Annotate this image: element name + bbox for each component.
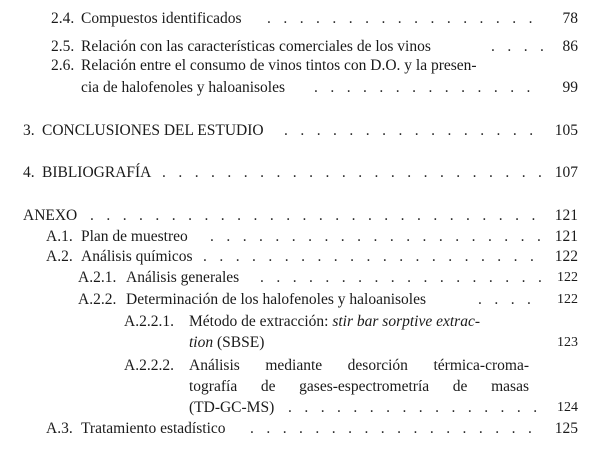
dot-leader [267, 9, 543, 29]
toc-page-number: 121 [554, 207, 578, 224]
toc-entry-3[interactable] [0, 121, 600, 141]
toc-entry-a-2-2-2-cont2[interactable] [0, 398, 600, 418]
toc-page-number: 86 [562, 38, 578, 55]
toc-number: A.2.2.1. [124, 313, 174, 330]
dot-leader [162, 163, 543, 183]
toc-number: A.1. [46, 228, 73, 245]
toc-title: Relación entre el consumo de vinos tintos con D.O. y la presen- [81, 57, 477, 74]
dot-leader [478, 290, 543, 310]
toc-title: tografía de gases-espectrometría de masas [189, 378, 529, 395]
toc-number: 2.4. [51, 10, 75, 27]
toc-title: Determinación de los halofenoles y haloanisoles [126, 291, 427, 308]
toc-title: CONCLUSIONES DEL ESTUDIO [42, 122, 264, 139]
toc-entry-2-6[interactable] [0, 56, 600, 76]
toc-number: A.2.2.2. [124, 357, 174, 374]
toc-number: 3. [23, 122, 35, 139]
toc-title: Relación con las características comerciales de los vinos [81, 38, 431, 55]
toc-page-number: 122 [554, 248, 578, 265]
toc-page-number: 107 [554, 164, 578, 181]
toc-title: Método de extracción: stir bar sorptive extrac- [189, 313, 480, 330]
toc-title: ANEXO [23, 207, 78, 224]
toc-title: tion (SBSE) [189, 334, 265, 351]
toc-entry-a-3[interactable] [0, 419, 600, 439]
toc-page-number: 125 [554, 420, 578, 437]
toc-title: Compuestos identificados [81, 10, 242, 27]
toc-page-number: 122 [557, 292, 578, 307]
toc-entry-a-2[interactable] [0, 247, 600, 267]
toc-number: A.2. [46, 248, 73, 265]
toc-entry-anexo[interactable] [0, 206, 600, 226]
toc-page-number: 121 [554, 228, 578, 245]
toc-entry-2-5[interactable] [0, 37, 600, 57]
toc-title: Plan de muestreo [81, 228, 188, 245]
toc-title: Análisis generales [126, 269, 240, 286]
dot-leader [491, 37, 543, 57]
dot-leader [260, 268, 543, 288]
dot-leader [250, 419, 543, 439]
toc-title: Análisis mediante desorción térmica-croma- [189, 357, 529, 374]
toc-number: 2.5. [51, 38, 75, 55]
dot-leader [203, 247, 543, 267]
toc-title: Tratamiento estadístico [81, 420, 226, 437]
toc-entry-a-2-2-1[interactable] [0, 312, 600, 332]
dot-leader [90, 206, 543, 226]
toc-title: cia de halofenoles y haloanisoles [81, 79, 286, 96]
toc-entry-a-1[interactable] [0, 227, 600, 247]
toc-page-number: 99 [562, 79, 578, 96]
toc-entry-a-2-2-2[interactable] [0, 356, 600, 376]
toc-entry-2-4[interactable] [0, 9, 600, 29]
dot-leader [288, 398, 543, 418]
toc-entry-a-2-1[interactable] [0, 268, 600, 288]
toc-entry-2-6-cont[interactable] [0, 78, 600, 98]
toc-entry-4[interactable] [0, 163, 600, 183]
dot-leader [314, 78, 543, 98]
toc-entry-a-2-2-1-cont[interactable] [0, 333, 600, 353]
toc-title: (TD-GC-MS) [189, 399, 275, 416]
toc-entry-a-2-2-2-cont[interactable] [0, 377, 600, 397]
toc-title: BIBLIOGRAFÍA [42, 164, 152, 181]
toc-page-number: 105 [554, 122, 578, 139]
toc-number: 4. [23, 164, 35, 181]
toc-page-number: 124 [557, 400, 578, 415]
toc-number: A.2.2. [78, 291, 117, 308]
toc-page-number: 122 [557, 270, 578, 285]
toc-title: Análisis químicos [81, 248, 193, 265]
dot-leader [210, 227, 543, 247]
toc-page-number: 123 [557, 335, 578, 350]
toc-number: 2.6. [51, 57, 75, 74]
toc-number: A.3. [46, 420, 73, 437]
toc-entry-a-2-2[interactable] [0, 290, 600, 310]
toc-number: A.2.1. [78, 269, 117, 286]
toc-page-number: 78 [562, 10, 578, 27]
dot-leader [284, 121, 543, 141]
